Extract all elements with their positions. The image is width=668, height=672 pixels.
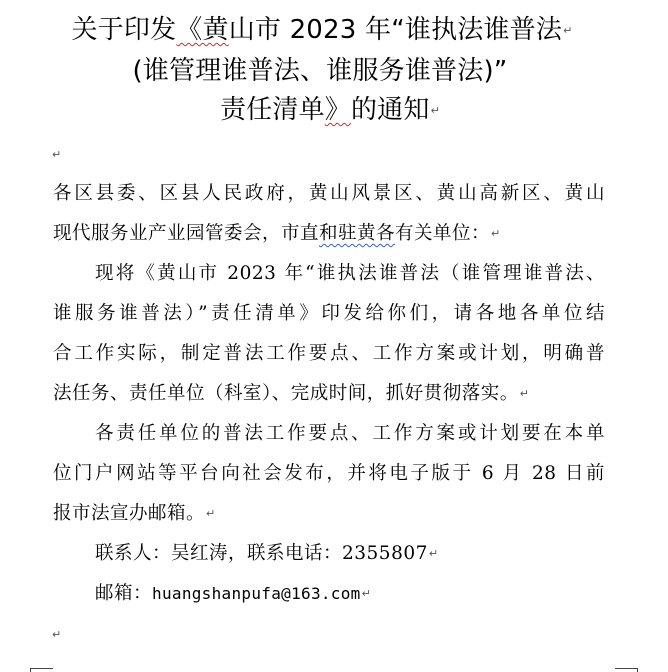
paragraph-mark-icon: ↵	[519, 387, 530, 400]
contact-text: 联系人：吴红涛，联系电话：2355807	[95, 543, 428, 564]
paragraph-mark-icon: ↵	[52, 628, 62, 641]
paragraph-1-line	[53, 382, 605, 406]
title-bracket-spellcheck: 》	[324, 95, 351, 125]
paragraph-mark-icon: ↵	[430, 103, 441, 117]
addressee-line: 各区县委、区县人民政府，黄山风景区、黄山高新区、黄山	[53, 183, 605, 204]
paragraph-1-line: 谁服务谁普法）”责任清单》印发给你们，请各地各单位结	[53, 303, 605, 324]
title-text: 山市 2023 年“谁执法谁普法	[228, 15, 563, 45]
title-text: 的通知	[350, 95, 430, 125]
title-bracket-spellcheck: 《黄	[176, 15, 229, 45]
paragraph-mark-icon: ↵	[206, 507, 216, 520]
email-line	[95, 582, 605, 606]
body-text: 有关单位：	[395, 223, 491, 244]
paragraph-2-line: 各责任单位的普法工作要点、工作方案或计划要在本单	[95, 423, 605, 444]
addressee-line	[53, 222, 605, 246]
paragraph-2-line: 位门户网站等平台向社会发布，并将电子版于 6 月 28 日前	[53, 463, 605, 484]
email-address: huangshanpufa@163.com	[152, 584, 361, 603]
paragraph-mark-icon: ↵	[491, 227, 501, 240]
email-label: 邮箱：	[95, 583, 153, 604]
paragraph-mark-icon: ↵	[361, 587, 372, 600]
title-text: 关于印发	[71, 15, 177, 45]
title-text: (谁管理谁普法、谁服务谁普法)”	[132, 56, 508, 86]
paragraph-1-line: 现将《黄山市 2023 年“谁执法谁普法（谁管理谁普法、	[95, 263, 605, 284]
paragraph-mark-icon: ↵	[563, 23, 573, 37]
body-text: 报市法宣办邮箱。	[53, 503, 206, 524]
page-corner-mark	[615, 668, 638, 672]
page-corner-mark	[30, 668, 53, 672]
body-text: 法任务、责任单位（科室）、完成时间，抓好贯彻落实。	[53, 383, 519, 404]
title-line-1	[0, 14, 656, 47]
title-line-2	[0, 55, 654, 87]
paragraph-mark-icon: ↵	[52, 148, 62, 161]
grammar-check-text: 和驻黄各	[319, 223, 396, 244]
title-text: 责任清单	[219, 95, 325, 125]
paragraph-mark-icon: ↵	[428, 547, 439, 560]
body-text: 现代服务业产业园管委会，市直	[53, 223, 320, 244]
paragraph-2-line	[53, 502, 605, 526]
paragraph-1-line: 合工作实际，制定普法工作要点、工作方案或计划，明确普	[53, 343, 605, 364]
contact-line	[95, 542, 605, 566]
title-line-3	[0, 94, 664, 127]
